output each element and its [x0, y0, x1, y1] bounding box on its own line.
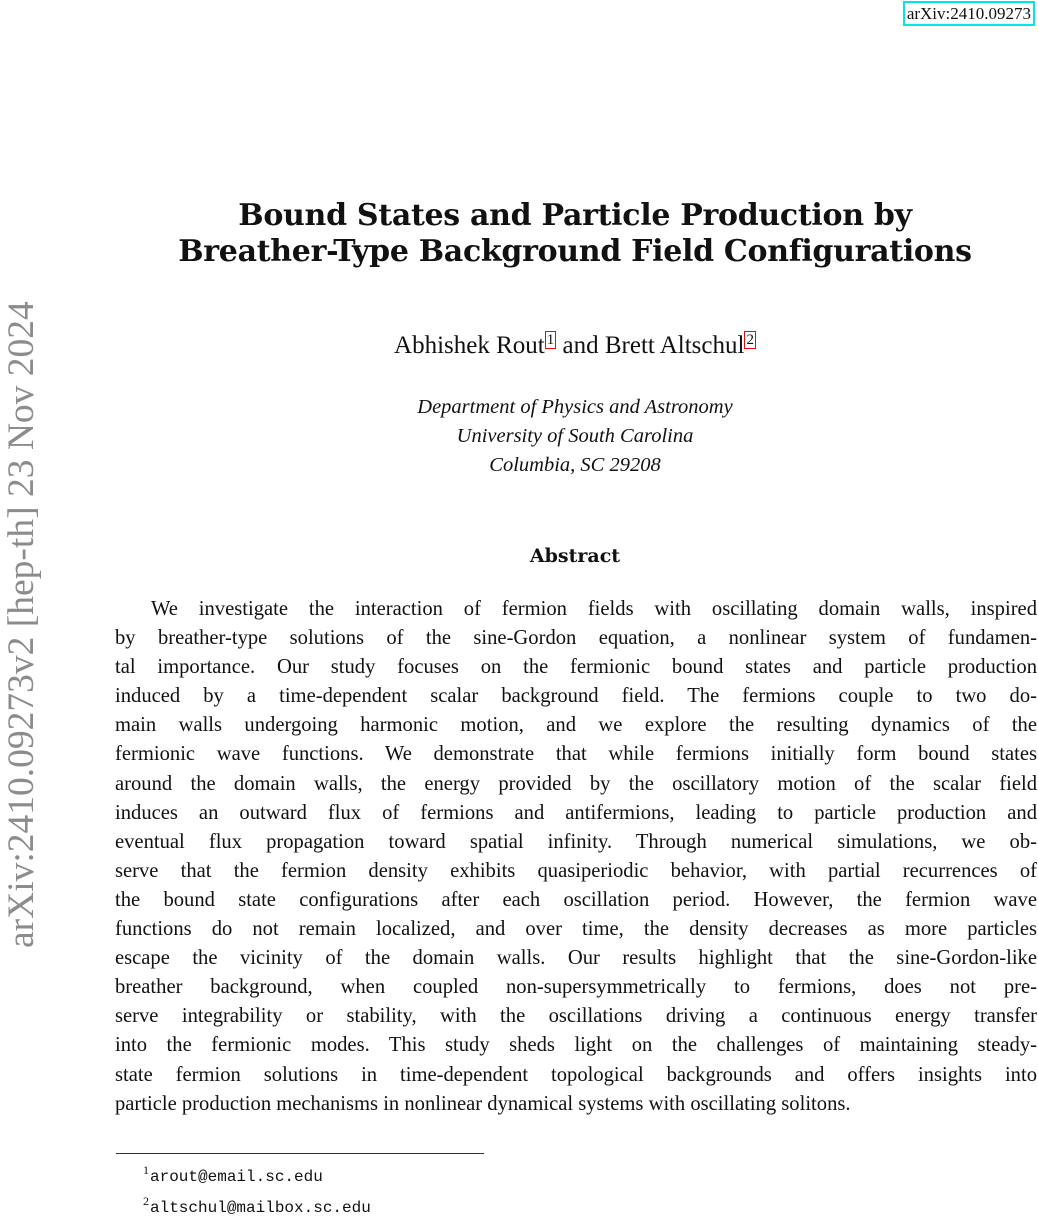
footnote-2: [143, 1189, 371, 1220]
author-name: Brett Altschul: [604, 332, 745, 359]
footnote-link-2[interactable]: 2: [746, 332, 754, 348]
abstract-line: state fermion solutions in time-dependent topological backgrounds and offers insights into: [115, 1063, 1037, 1086]
arxiv-id-link[interactable]: arXiv:2410.09273: [903, 1, 1035, 26]
affiliation-department: Department of Physics and Astronomy: [417, 396, 733, 418]
abstract-line: eventual flux propagation toward spatial infinity. Through numerical simulations, we ob-: [115, 830, 1037, 853]
abstract-line: by breather-type solutions of the sine-Gordon equation, a nonlinear system of fundamen-: [115, 627, 1037, 650]
abstract-line: main walls undergoing harmonic motion, and we explore the resulting dynamics of the: [115, 714, 1037, 737]
abstract-line: fermionic wave functions. We demonstrate that while fermions initially form bound states: [115, 743, 1037, 766]
abstract-line: around the domain walls, the energy provided by the oscillatory motion of the scalar field: [115, 772, 1037, 795]
affiliation-university: University of South Carolina: [456, 425, 694, 447]
title-line-1: Bound States and Particle Production by: [238, 198, 912, 233]
abstract-line: particle production mechanisms in nonlinear dynamical systems with oscillating solitons.: [115, 1092, 851, 1115]
affiliation-location: Columbia, SC 29208: [489, 454, 661, 476]
footnote-divider: [116, 1153, 484, 1154]
abstract-line: into the fermionic modes. This study sheds light on the challenges of maintaining steady-: [115, 1034, 1037, 1057]
abstract-text: [115, 595, 1037, 1119]
author-name: Abhishek Rout: [394, 332, 545, 359]
affiliation: [110, 393, 1038, 480]
abstract-line: induced by a time-dependent scalar background field. The fermions couple to two do-: [115, 685, 1037, 708]
author-list: [110, 330, 1038, 362]
abstract-line: functions do not remain localized, and over time, the density decreases as more particles: [115, 918, 1037, 941]
abstract-heading: Abstract: [529, 545, 621, 567]
footnote-1: [143, 1158, 371, 1189]
abstract-line: escape the vicinity of the domain walls. Our results highlight that the sine-Gordon-like: [115, 947, 1037, 970]
footnotes: [143, 1158, 371, 1220]
arxiv-side-stamp: arXiv:2410.09273v2 [hep-th] 23 Nov 2024: [1, 301, 42, 948]
footnote-email: arout@email.sc.edu: [150, 1168, 323, 1186]
title-line-2: Breather-Type Background Field Configurations: [178, 234, 972, 269]
abstract-line: induces an outward flux of fermions and antifermions, leading to particle production and: [115, 801, 1037, 824]
footnote-mark: 1: [143, 1163, 149, 1177]
abstract-line: the bound state configurations after each oscillation period. However, the fermion wave: [115, 888, 1037, 911]
footnote-link-1[interactable]: 1: [546, 332, 555, 348]
paper-title: [110, 198, 1038, 270]
abstract-line: We investigate the interaction of fermion fields with oscillating domain walls, inspired: [151, 598, 1037, 620]
abstract-line: tal importance. Our study focuses on the fermionic bound states and particle production: [115, 656, 1037, 679]
footnote-email: altschul@mailbox.sc.edu: [150, 1199, 371, 1217]
abstract-line: serve that the fermion density exhibits quasiperiodic behavior, with partial recurrences of: [115, 859, 1037, 882]
abstract-line: breather background, when coupled non-supersymmetrically to fermions, does not pre-: [115, 976, 1037, 999]
abstract-line: serve integrability or stability, with the oscillations driving a continuous energy transfer: [115, 1005, 1037, 1028]
footnote-mark: 2: [143, 1194, 149, 1208]
author-separator: and: [562, 332, 599, 359]
